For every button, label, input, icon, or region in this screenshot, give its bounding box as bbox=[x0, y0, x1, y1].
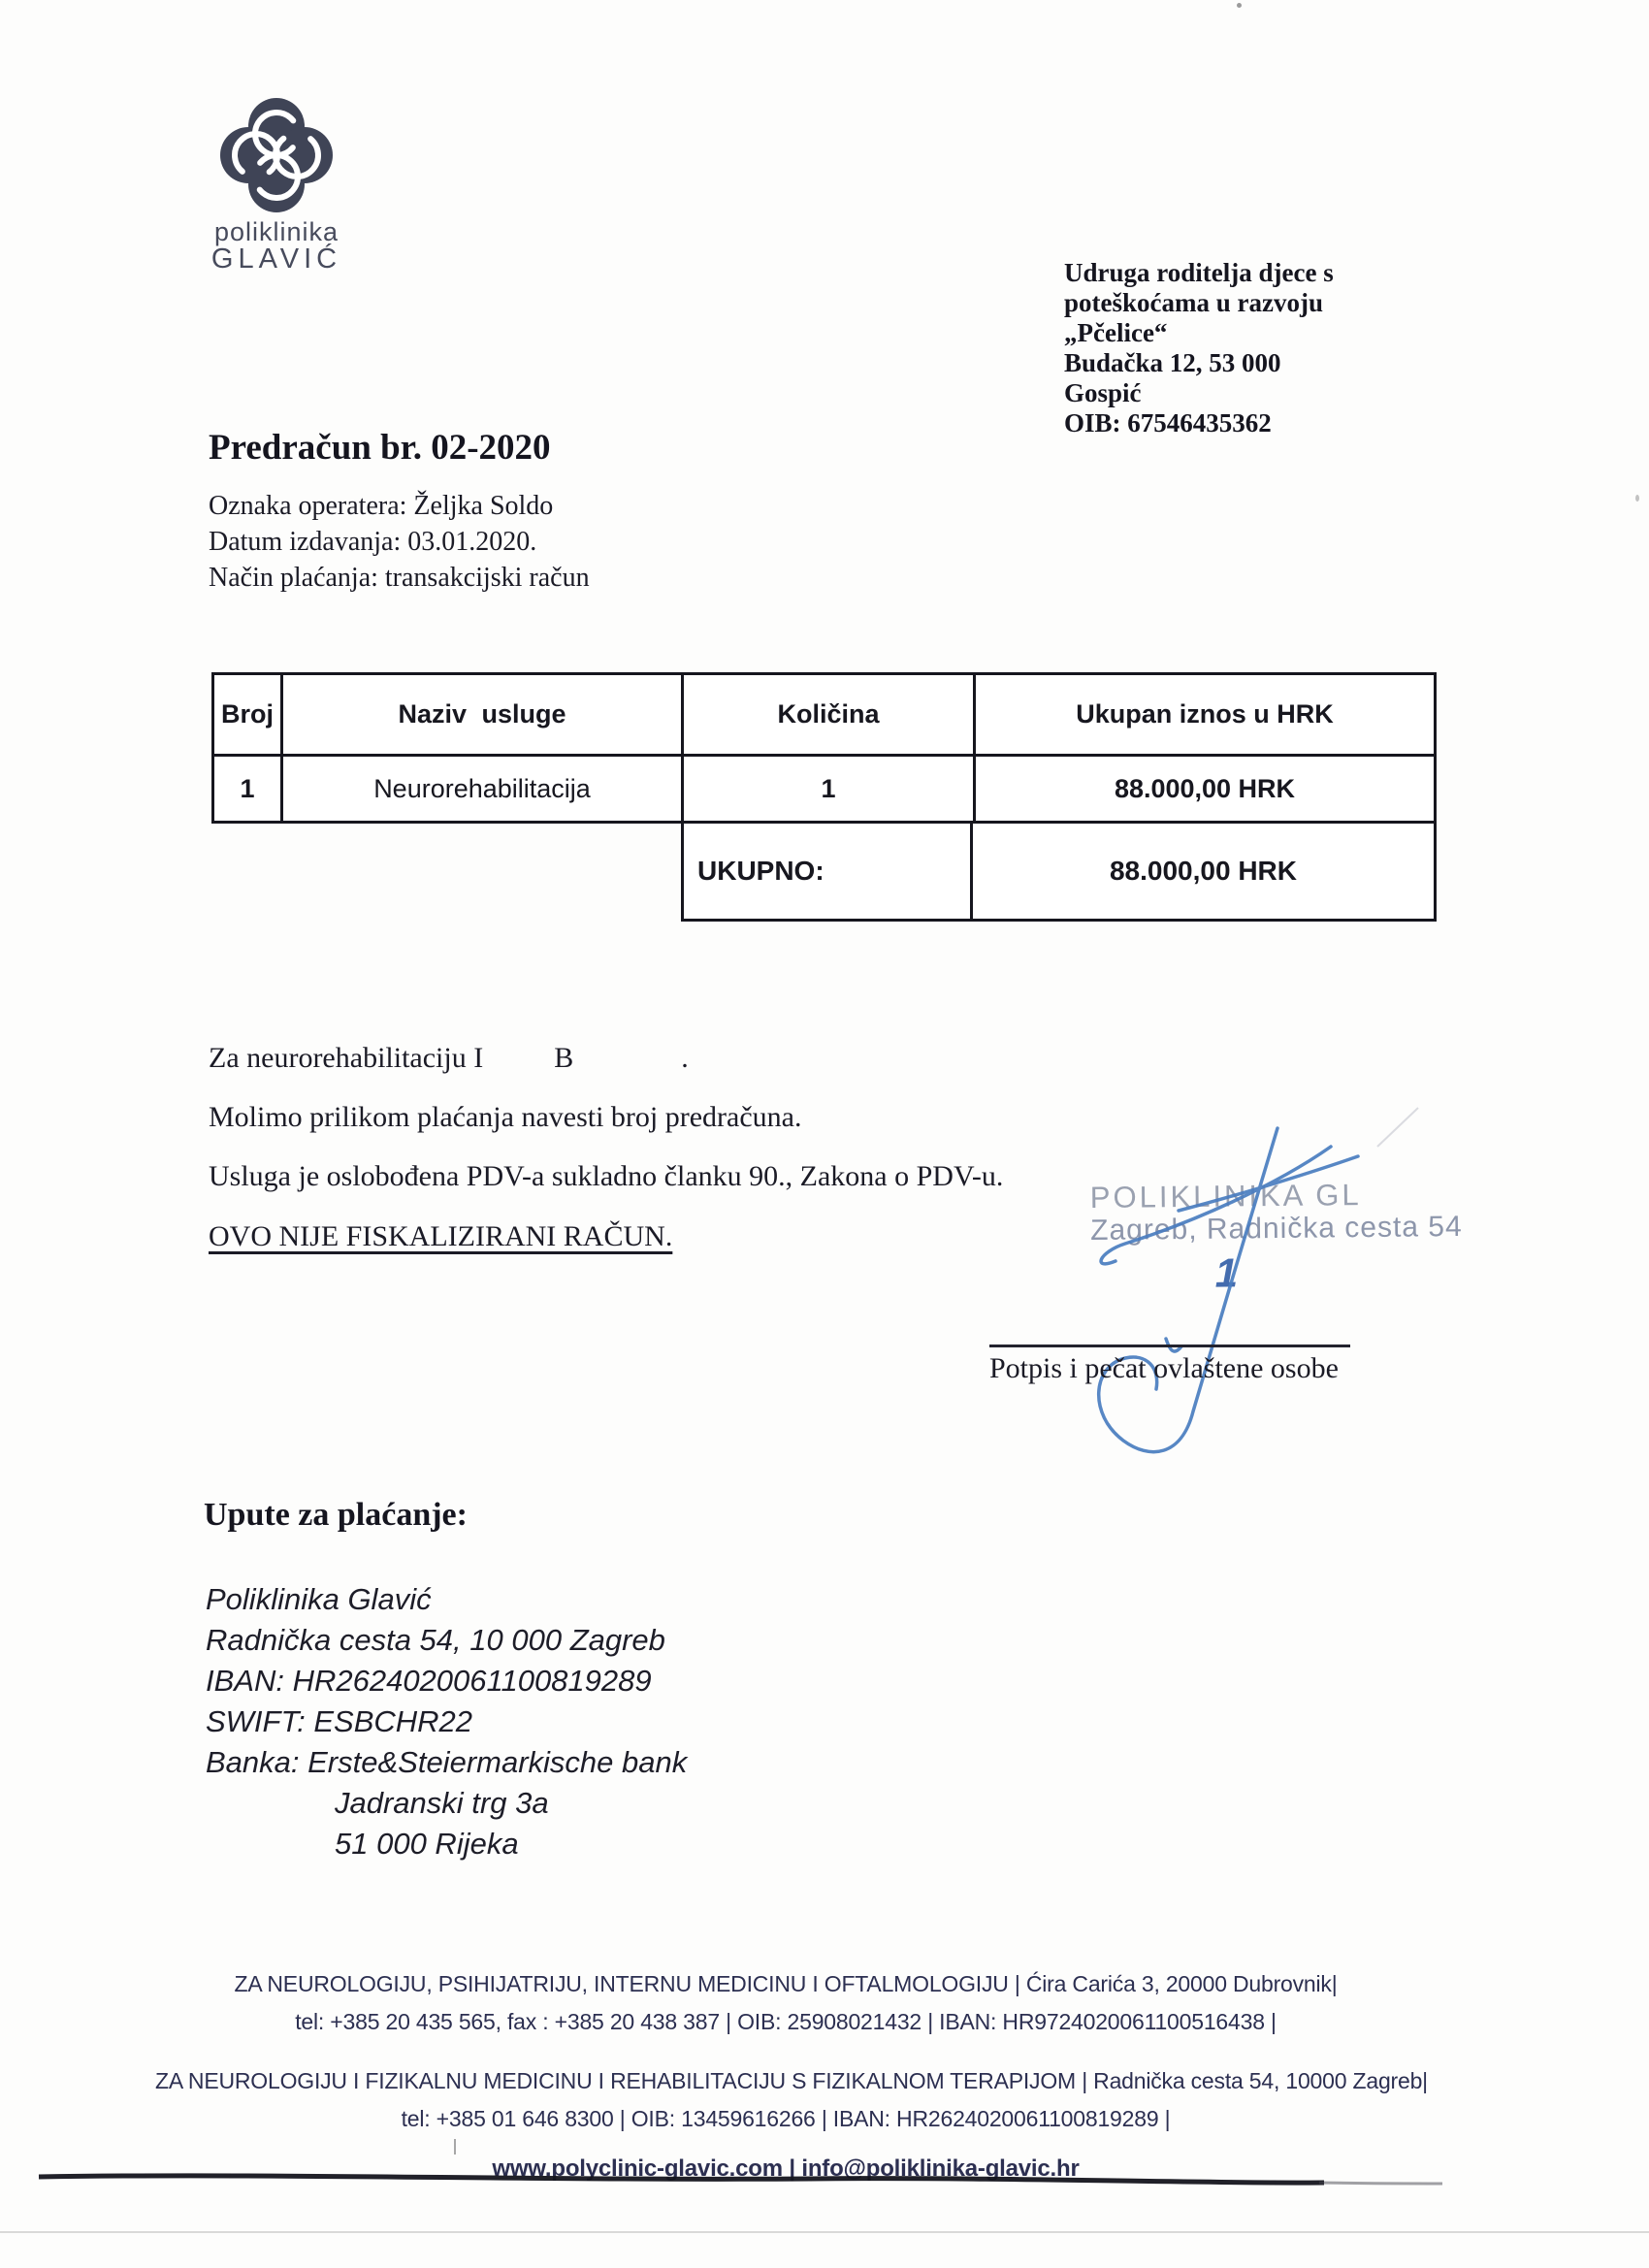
payment-instructions-heading: Upute za plaćanje: bbox=[204, 1497, 468, 1533]
scan-edge-line bbox=[34, 2169, 1460, 2194]
iban-line: IBAN: HR2624020061100819289 bbox=[206, 1664, 652, 1698]
footer-web-contacts: www.polyclinic-glavic.com | info@poliklinika-glavic.hr bbox=[492, 2155, 1080, 2182]
total-label: UKUPNO: bbox=[684, 824, 973, 919]
table-header-ukupan-iznos: Ukupan iznos u HRK bbox=[976, 675, 1434, 757]
bank-city-line: 51 000 Rijeka bbox=[335, 1827, 519, 1861]
table-header-naziv-usluge: Naziv usluge bbox=[283, 675, 684, 757]
payee-name: Poliklinika Glavić bbox=[206, 1582, 432, 1616]
payment-instructions-block bbox=[206, 1579, 687, 1864]
issue-date-line: Datum izdavanja: 03.01.2020. bbox=[209, 527, 537, 557]
bank-line: Banka: Erste&Steiermarkische bank bbox=[206, 1745, 688, 1779]
signature-line bbox=[989, 1345, 1350, 1347]
table-header-broj: Broj bbox=[214, 675, 283, 757]
recipient-line: „Pčelice“ bbox=[1064, 318, 1168, 347]
document-meta bbox=[209, 488, 590, 596]
stamp-address-line: Zagreb, Radnička cesta 54 bbox=[1090, 1210, 1463, 1247]
payment-method-line: Način plaćanja: transakcijski račun bbox=[209, 563, 590, 593]
recipient-line: Budačka 12, 53 000 bbox=[1064, 348, 1281, 377]
recipient-line: poteškoćama u razvoju bbox=[1064, 288, 1323, 317]
payment-reference-note: Molimo prilikom plaćanja navesti broj predračuna. bbox=[209, 1101, 802, 1133]
logo-company-name: GLAVIĆ bbox=[210, 243, 342, 275]
operator-line: Oznaka operatera: Željka Soldo bbox=[209, 491, 554, 521]
footer-zagreb-line2: tel: +385 01 646 8300 | OIB: 13459616266 | IBAN: HR2624020061100819289 | bbox=[401, 2106, 1171, 2131]
cell-naziv-usluge: Neurorehabilitacija bbox=[283, 757, 684, 821]
footer-dubrovnik-line1: ZA NEUROLOGIJU, PSIHIJATRIJU, INTERNU MEDICINU I OFTALMOLOGIJU | Ćira Carića 3, 20000 Dubrovnik| bbox=[234, 1971, 1338, 1996]
vat-exemption-note: Usluga je oslobođena PDV-a sukladno članku 90., Zakona o PDV-u. bbox=[209, 1160, 1004, 1192]
recipient-line: Udruga roditelja djece s bbox=[1064, 258, 1334, 287]
not-fiscalized-note: OVO NIJE FISKALIZIRANI RAČUN. bbox=[209, 1220, 673, 1252]
stamp-company-line: POLIKLINIKA GL bbox=[1089, 1178, 1362, 1215]
scan-speck bbox=[1237, 3, 1242, 8]
logo-subtitle: poliklinika bbox=[213, 217, 340, 246]
footer bbox=[155, 1965, 1428, 2183]
footer-zagreb-line1: ZA NEUROLOGIJU I FIZIKALNU MEDICINU I REHABILITACIJU S FIZIKALNOM TERAPIJOM | Radnička cesta 54, 10000 Zagreb| bbox=[155, 2068, 1428, 2093]
bank-address-line: Jadranski trg 3a bbox=[335, 1786, 549, 1820]
service-for-period: . bbox=[681, 1042, 689, 1074]
stamp-number: 1 bbox=[1214, 1249, 1239, 1296]
service-for-prefix: Za neurorehabilitaciju I bbox=[209, 1042, 484, 1074]
quatrefoil-logo-icon bbox=[219, 97, 334, 213]
table-header-kolicina: Količina bbox=[684, 675, 976, 757]
table-total-row bbox=[681, 821, 1437, 922]
recipient-oib: OIB: 67546435362 bbox=[1064, 408, 1272, 437]
table-header-row bbox=[214, 675, 1434, 757]
cell-kolicina: 1 bbox=[684, 757, 976, 821]
company-logo bbox=[204, 97, 349, 274]
recipient-address-block bbox=[1064, 258, 1394, 438]
payee-address: Radnička cesta 54, 10 000 Zagreb bbox=[206, 1623, 665, 1657]
service-for-line bbox=[209, 1042, 689, 1075]
total-value: 88.000,00 HRK bbox=[1109, 856, 1297, 886]
recipient-line: Gospić bbox=[1064, 378, 1142, 407]
handwritten-signature bbox=[951, 1096, 1474, 1504]
signature-label: Potpis i pečat ovlaštene osobe bbox=[989, 1352, 1339, 1384]
scan-speck bbox=[1635, 495, 1639, 502]
invoice-items-table bbox=[211, 672, 1437, 824]
table-row bbox=[214, 757, 1434, 821]
swift-line: SWIFT: ESBCHR22 bbox=[206, 1704, 473, 1738]
scan-hairline bbox=[0, 2231, 1649, 2233]
footer-dubrovnik-line2: tel: +385 20 435 565, fax : +385 20 438 387 | OIB: 25908021432 | IBAN: HR9724020061100516438 | bbox=[295, 2009, 1277, 2034]
cell-broj: 1 bbox=[214, 757, 283, 821]
scan-tick-mark bbox=[454, 2139, 456, 2155]
service-for-initial: B bbox=[554, 1042, 574, 1074]
cell-iznos: 88.000,00 HRK bbox=[1114, 773, 1296, 803]
document-title: Predračun br. 02-2020 bbox=[209, 428, 551, 468]
